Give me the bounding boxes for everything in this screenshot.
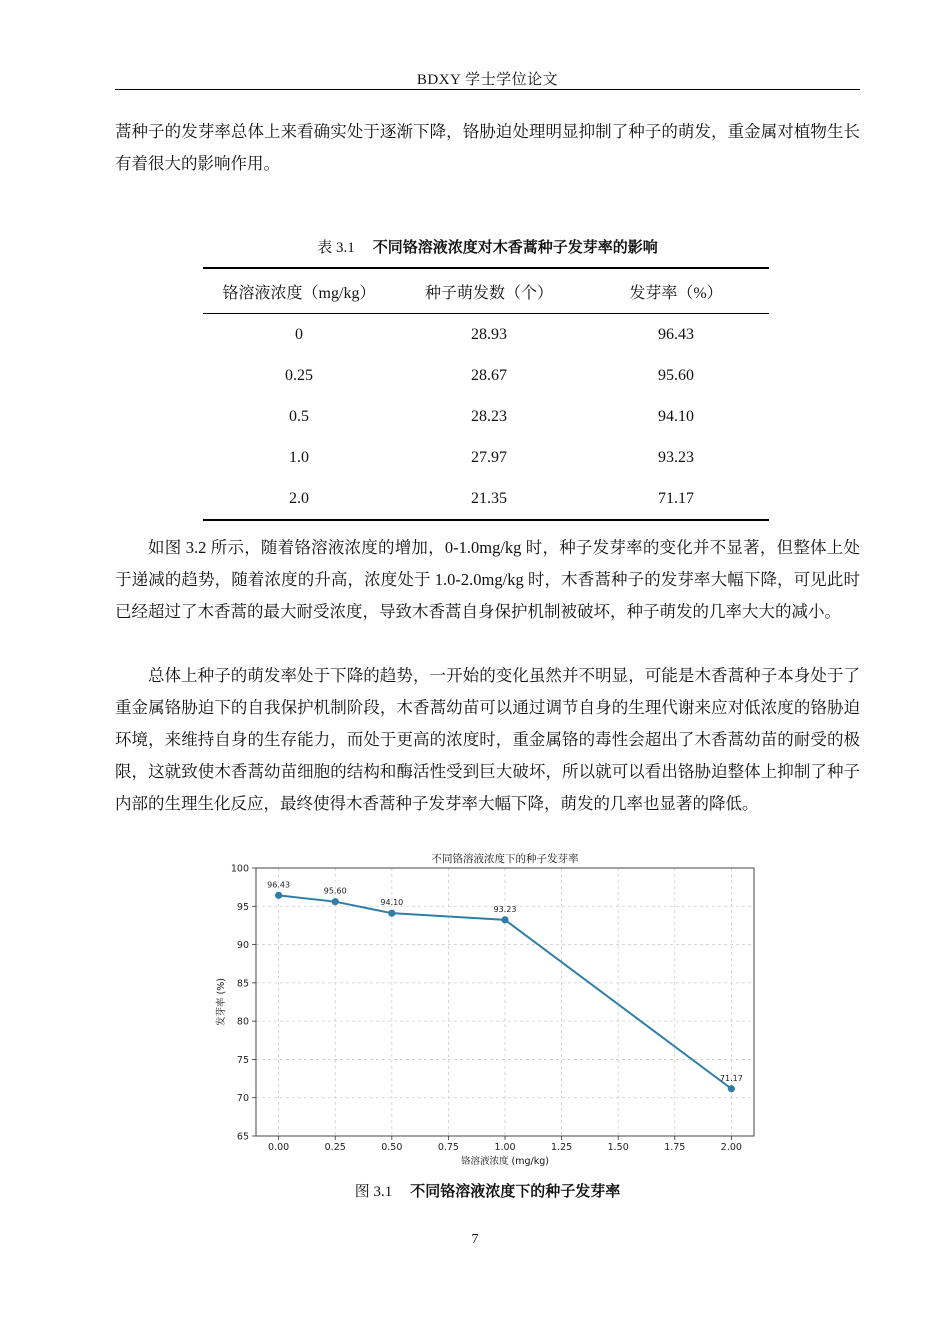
header-rule — [115, 89, 860, 90]
data-point — [275, 892, 282, 899]
data-point — [388, 910, 395, 917]
table-row — [203, 396, 769, 437]
table-header-cell: 种子萌发数（个） — [395, 268, 583, 314]
y-tick-label: 90 — [236, 940, 249, 952]
x-tick-label: 0.50 — [381, 1142, 403, 1153]
data-table — [203, 267, 769, 521]
table-caption-number: 表 3.1 — [317, 240, 355, 256]
germination-rate-chart — [212, 848, 772, 1170]
y-tick-label: 70 — [236, 1093, 249, 1105]
x-tick-label: 2.00 — [720, 1142, 742, 1153]
data-label: 96.43 — [267, 880, 291, 890]
table-cell: 28.67 — [471, 366, 507, 384]
data-label: 71.17 — [719, 1073, 743, 1083]
paragraph-1: 蒿种子的发芽率总体上来看确实处于逐渐下降，铬胁迫处理明显抑制了种子的萌发，重金属对植物生长有着很大的影响作用。 — [115, 122, 860, 173]
table-row — [203, 478, 769, 520]
table-cell: 94.10 — [658, 407, 694, 425]
table-cell: 0.5 — [289, 407, 309, 425]
table-cell: 21.35 — [395, 478, 583, 520]
y-tick-label: 85 — [236, 978, 249, 990]
table-cell: 1.0 — [289, 448, 309, 466]
data-point — [501, 916, 508, 923]
x-tick-label: 0.25 — [324, 1142, 346, 1153]
data-label: 93.23 — [493, 904, 517, 914]
y-tick-label: 75 — [236, 1054, 249, 1066]
x-tick-label: 0.00 — [268, 1142, 290, 1153]
x-tick-label: 1.25 — [551, 1142, 573, 1153]
paragraph-2: 如图 3.2 所示，随着铬溶液浓度的增加，0-1.0mg/kg 时，种子发芽率的变化并不显著，但整体上处于递减的趋势，随着浓度的升高，浓度处于 1.0-2.0mg/kg 时，木香蒿种子的发芽率大幅下降，可见此时已经超过了木香蒿的最大耐受浓度，导致木香蒿自身保护机制被破坏，种子萌发的几率大大的减小。 — [115, 538, 860, 621]
x-tick-label: 1.75 — [664, 1142, 686, 1153]
table-cell: 0.25 — [285, 366, 313, 384]
x-tick-label: 1.50 — [607, 1142, 629, 1153]
page-header: BDXY 学士学位论文 — [416, 72, 559, 88]
table-cell: 28.23 — [471, 407, 507, 425]
y-axis-label: 发芽率 (%) — [216, 978, 227, 1026]
data-point — [332, 898, 339, 905]
x-axis-label: 铬溶液浓度 (mg/kg) — [461, 1156, 549, 1167]
figure-caption-text: 不同铬溶液浓度下的种子发芽率 — [410, 1182, 621, 1200]
figure-caption-number: 图 3.1 — [354, 1184, 393, 1200]
table-cell: 93.23 — [658, 448, 694, 466]
data-label: 95.60 — [323, 886, 347, 896]
table-cell: 28.93 — [471, 325, 507, 343]
data-point — [728, 1085, 735, 1092]
table-cell: 95.60 — [658, 366, 694, 384]
chart-title: 不同铬溶液浓度下的种子发芽率 — [431, 853, 579, 865]
table-header-cell: 发芽率（%） — [583, 268, 769, 314]
table-cell: 0 — [295, 325, 303, 343]
paragraph-3: 总体上种子的萌发率处于下降的趋势，一开始的变化虽然并不明显，可能是木香蒿种子本身处于了重金属铬胁迫下的自我保护机制阶段，木香蒿幼苗可以通过调节自身的生理代谢来应对低浓度的铬胁迫环境，来维持自身的生存能力，而处于更高的浓度时，重金属铬的毒性会超出了木香蒿幼苗的耐受的极限，这就致使木香蒿幼苗细胞的结构和酶活性受到巨大破坏，所以就可以看出铬胁迫整体上抑制了种子内部的生理生化反应，最终使得木香蒿种子发芽率大幅下降，萌发的几率也显著的降低。 — [115, 666, 860, 813]
table-caption-text: 不同铬溶液浓度对木香蒿种子发芽率的影响 — [372, 238, 658, 256]
table-row — [203, 437, 769, 478]
data-label: 94.10 — [380, 898, 404, 908]
table-header-row — [203, 268, 769, 314]
table-row — [203, 314, 769, 356]
table-cell: 27.97 — [471, 448, 507, 466]
y-tick-label: 65 — [236, 1131, 249, 1143]
table-cell: 2.0 — [203, 478, 395, 520]
table-header-cell: 铬溶液浓度（mg/kg） — [203, 268, 395, 314]
x-tick-label: 1.00 — [494, 1142, 516, 1153]
table-cell: 96.43 — [658, 325, 694, 343]
table-cell: 71.17 — [583, 478, 769, 520]
x-tick-label: 0.75 — [437, 1142, 459, 1153]
y-tick-label: 95 — [236, 901, 249, 913]
figure-caption — [115, 1180, 860, 1201]
y-tick-label: 100 — [230, 863, 249, 875]
y-tick-label: 80 — [236, 1016, 249, 1028]
page-number: 7 — [471, 1232, 479, 1247]
table-caption — [115, 236, 860, 257]
table-row — [203, 355, 769, 396]
